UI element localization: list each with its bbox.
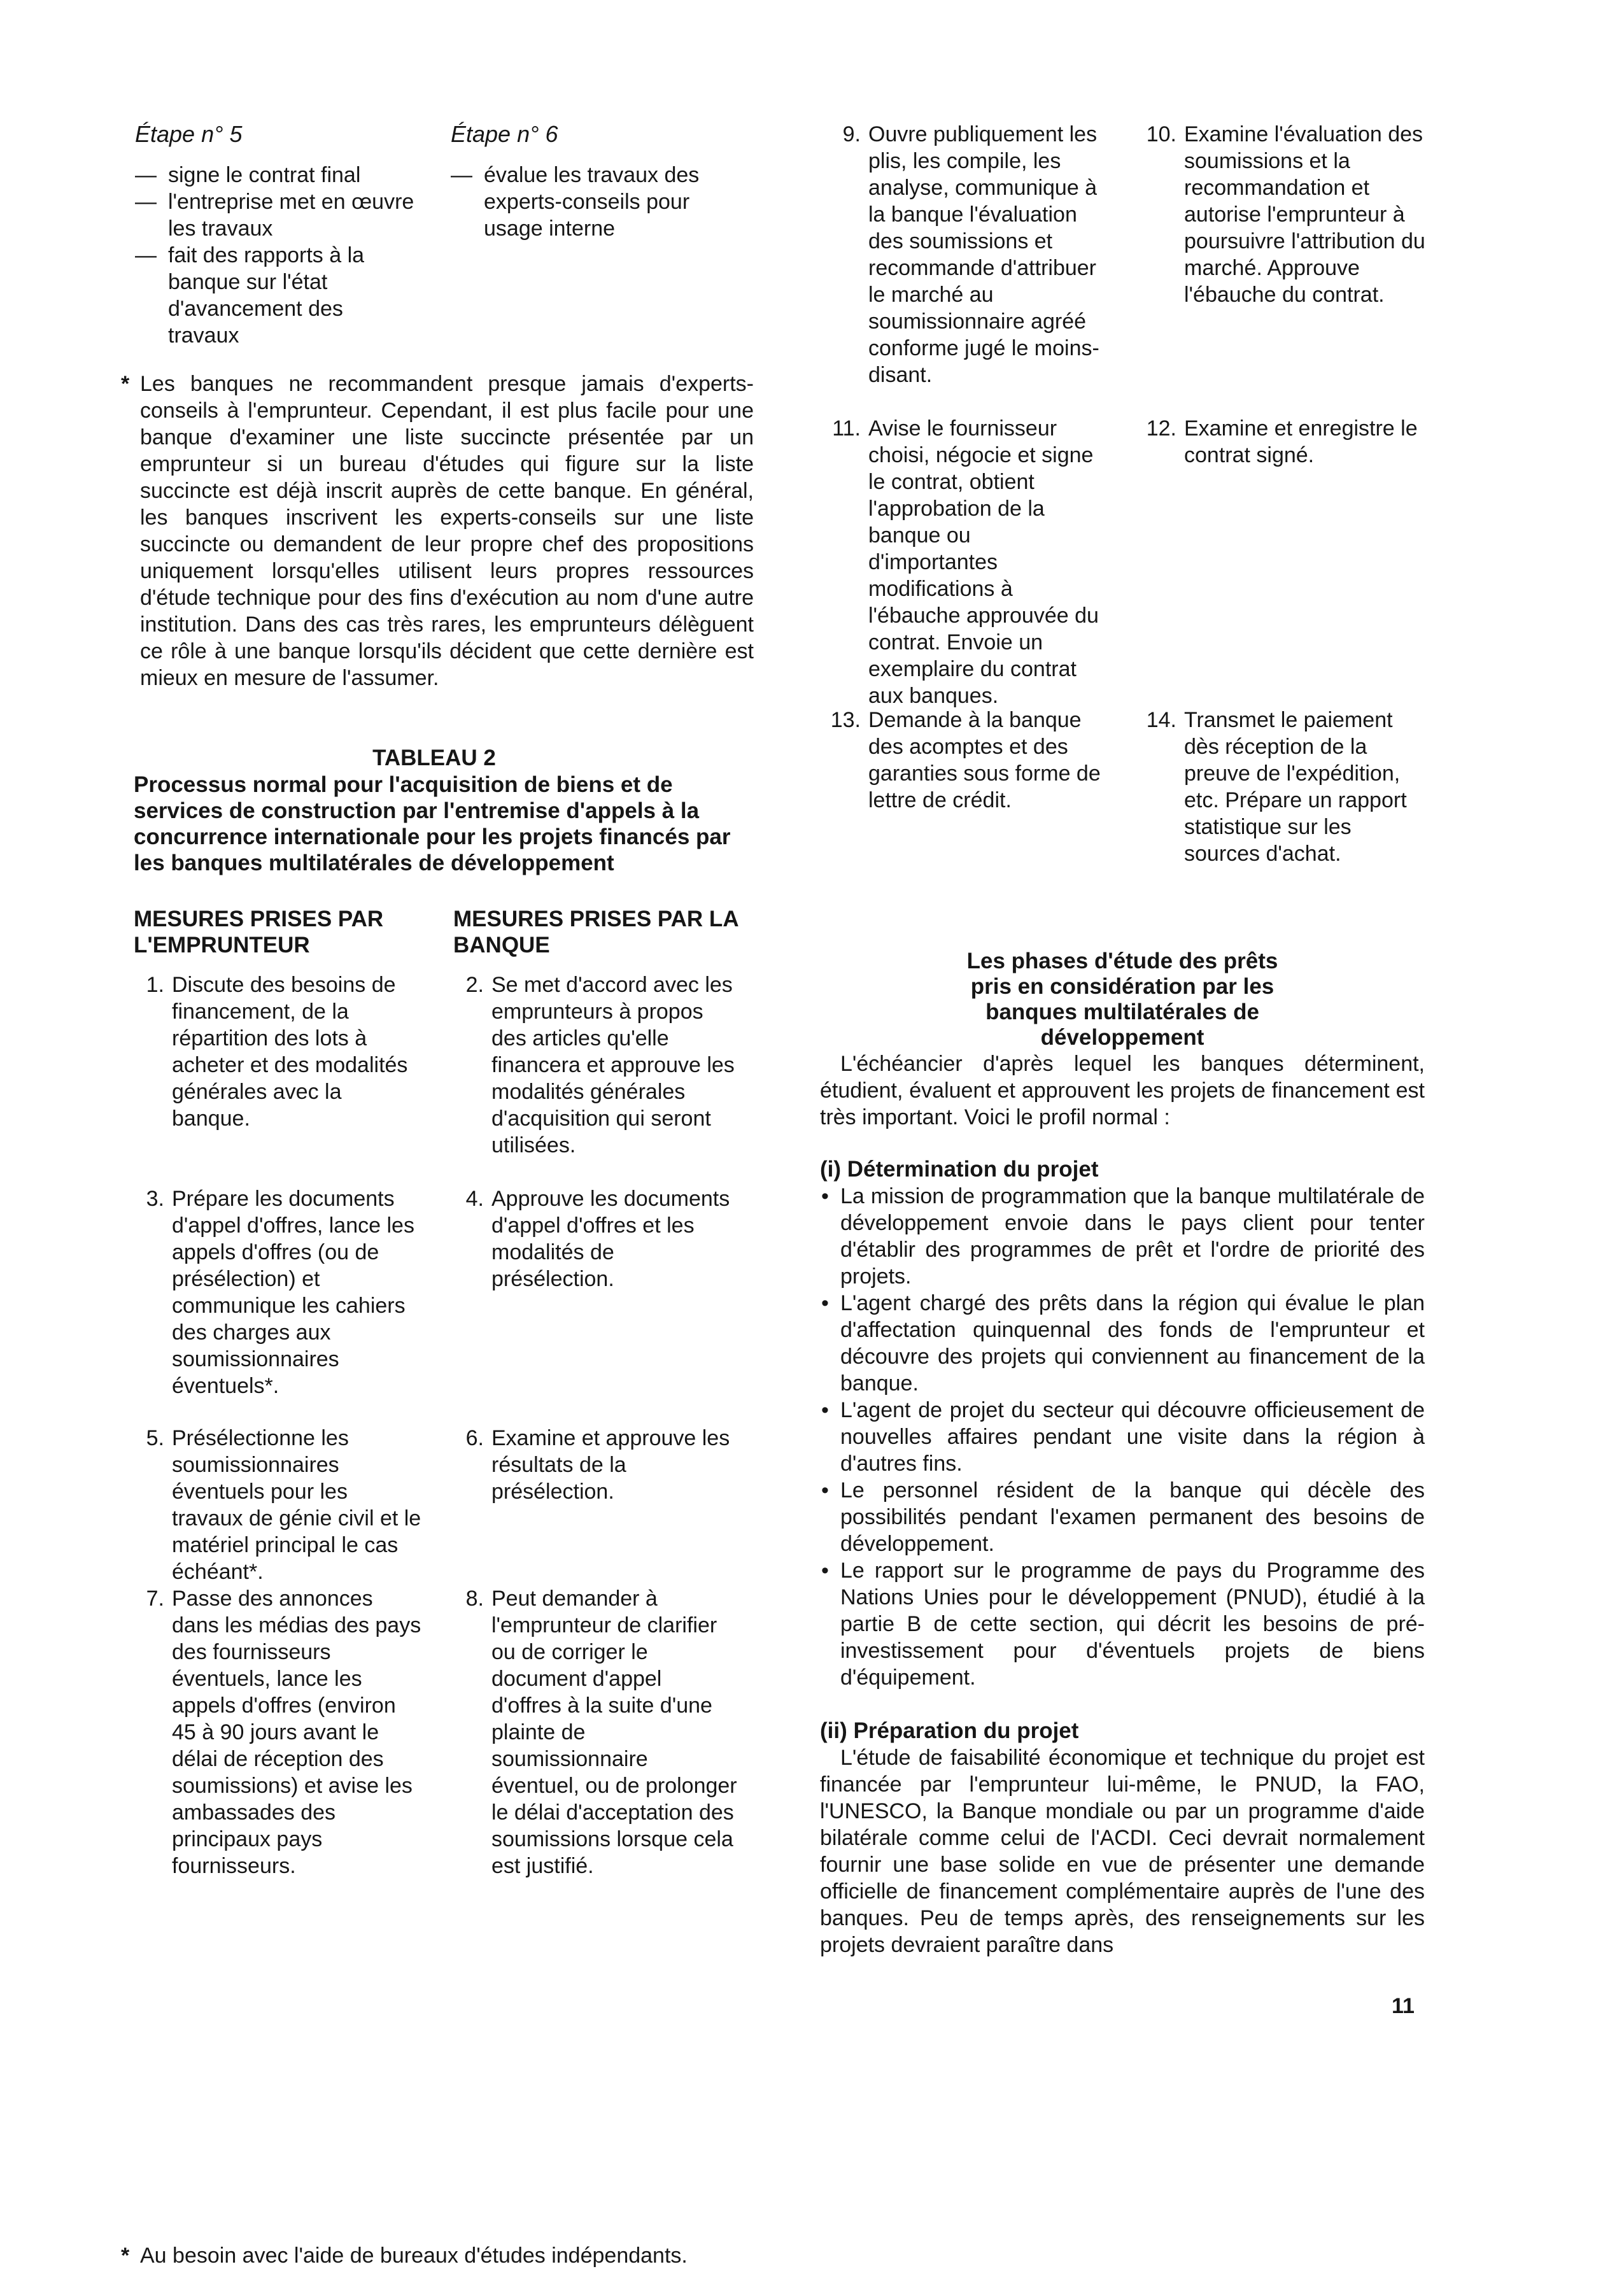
table-row-step-8: 8. Peut demander à l'emprunteur de clarifier ou de corriger le document d'appel d'offres à la suite d'une plainte de soumissionnaire éventuel, ou de prolonger le délai d'acceptation des soumissions lorsque cela est justifié.: [465, 1587, 737, 1878]
table-row-step-6: 6. Examine et approuve les résultats de la présélection.: [465, 1426, 730, 1504]
asterisk-icon: *: [121, 2244, 130, 2268]
preparation-text: L'étude de faisabilité économique et technique du projet est financée par l'emprunteur lui-même, le PNUD, la FAO, l'UNESCO, la Banque mondiale ou par un programme d'aide bilatérale comme celui de l'ACDI. Ceci devrait normalement fournir une base solide en vue de présenter une demande officielle de financement complémentaire auprès de l'une des banques. Peu de temps après, des renseignements sur les projets devraient paraître dans: [820, 1746, 1425, 1957]
list-item: — l'entreprise met en œuvre les travaux: [135, 190, 414, 241]
table-row-step-14: 14. Transmet le paiement dès réception de la preuve de l'expédition, etc. Prépare un rapport statistique sur les sources d'achat.: [1146, 708, 1407, 866]
table-row-step-10: 10. Examine l'évaluation des soumissions et la recommandation et autorise l'emprunteur à poursuivre l'attribution du marché. Approuve l'ébauche du contrat.: [1146, 122, 1425, 307]
etape-5-block: [135, 121, 415, 349]
table-row-step-4: 4. Approuve les documents d'appel d'offres et les modalités de présélection.: [465, 1187, 730, 1291]
page-number: 11: [1392, 1994, 1415, 2018]
dash-icon: —: [451, 163, 472, 187]
list-item: — signe le contrat final: [135, 163, 361, 187]
tableau-caption: Processus normal pour l'acquisition de biens et de services de construction par l'entremise d'appels à la concurrence internationale pour les projets financés par les banques multilatérales de développement: [134, 772, 731, 875]
table-row-step-7: 7. Passe des annonces dans les médias des pays des fournisseurs éventuels, lance les appels d'offres (environ 45 à 90 jours avant le délai de réception des soumissions) et avise les ambassades des principaux pays fournisseurs.: [146, 1587, 421, 1878]
header-bank: MESURES PRISES PAR LA BANQUE: [453, 907, 738, 958]
table-row-step-5: 5. Présélectionne les soumissionnaires éventuels pour les travaux de génie civil et le matériel principal le cas échéant*.: [146, 1426, 421, 1584]
phases-intro: L'échéancier d'après lequel les banques déterminent, étudient, évaluent et approuvent les projets de financement est très important. Voici le profil normal :: [820, 1052, 1425, 1129]
table-row-step-3: 3. Prépare les documents d'appel d'offres, lance les appels d'offres (ou de présélection) et communique les cahiers des charges aux soumissionnaires éventuels*.: [146, 1187, 414, 1398]
phases-section: [820, 949, 1425, 1958]
asterisk-icon: *: [121, 372, 130, 396]
banks-footnote: * Les banques ne recommandent presque jamais d'experts-conseils à l'emprunteur. Cependant, il est plus facile pour une banque d'examiner une liste succincte présentée par un emprunteur si un bureau d'études qui figure sur la liste succincte est déjà inscrit auprès de cette banque. En général, les banques inscrivent les experts-conseils sur une liste succincte ou demandent de leur propre chef des propositions uniquement lorsqu'elles utilisent leurs propres ressources d'étude technique pour des fins d'exécution au nom d'une autre institution. Dans des cas très rares, les emprunteurs délèguent ce rôle à une banque lorsqu'ils décident que cette dernière est mieux en mesure de l'assumer.: [121, 372, 754, 690]
preparation-heading: (ii) Préparation du projet: [820, 1718, 1079, 1743]
determination-heading: (i) Détermination du projet: [820, 1157, 1099, 1182]
dash-icon: —: [135, 190, 157, 214]
table-row-step-12: 12. Examine et enregistre le contrat signé.: [1146, 416, 1418, 467]
dash-icon: —: [135, 243, 157, 267]
table-row-step-13: 13. Demande à la banque des acomptes et des garanties sous forme de lettre de crédit.: [830, 708, 1101, 812]
list-item: • L'agent chargé des prêts dans la région qui évalue le plan d'affectation quinquennal des fonds de l'emprunteur et découvre des projets qui conviennent au financement de la banque.: [821, 1291, 1425, 1396]
phases-title: Les phases d'étude des prêts pris en considération par les banques multilatérales de développement: [966, 949, 1278, 1050]
list-item: • Le rapport sur le programme de pays du Programme des Nations Unies pour le développement (PNUD), étudié à la partie B de cette section, qui décrit les besoins de pré-investissement pour d'éventuels projets de biens d'équipement.: [821, 1559, 1425, 1690]
table-row-step-2: 2. Se met d'accord avec les emprunteurs à propos des articles qu'elle financera et approuve les modalités générales d'acquisition qui seront utilisées.: [465, 973, 735, 1157]
bullet-icon: •: [821, 1291, 829, 1315]
list-item: • La mission de programmation que la banque multilatérale de développement envoie dans le pays client pour tenter d'établir des programmes de prêt et l'ordre de priorité des projets.: [821, 1184, 1425, 1289]
table-row-step-9: 9. Ouvre publiquement les plis, les compile, les analyse, communique à la banque l'évaluation des soumissions et recommande d'attribuer le marché au soumissionnaire agréé conforme jugé le moins-disant.: [842, 122, 1099, 387]
table-row-step-1: 1. Discute des besoins de financement, de la répartition des lots à acheter et des modalités générales avec la banque.: [146, 973, 408, 1131]
table-row-step-11: 11. Avise le fournisseur choisi, négocie et signe le contrat, obtient l'approbation de la banque ou d'importantes modifications à l'ébauche approuvée du contrat. Envoie un exemplaire du contrat aux banques.: [832, 416, 1099, 708]
etape-5-title: Étape n° 5: [135, 121, 243, 147]
bullet-icon: •: [821, 1559, 829, 1583]
tableau-footnote: * Au besoin avec l'aide de bureaux d'études indépendants.: [121, 2244, 688, 2268]
header-borrower: MESURES PRISES PAR L'EMPRUNTEUR: [134, 907, 384, 958]
bullet-icon: •: [821, 1478, 829, 1502]
tableau-title: TABLEAU 2: [372, 746, 496, 770]
etape-6-block: [451, 121, 737, 242]
etape-6-title: Étape n° 6: [451, 121, 558, 147]
list-item: — fait des rapports à la banque sur l'état d'avancement des travaux: [135, 243, 365, 348]
dash-icon: —: [135, 163, 157, 187]
list-item: — évalue les travaux des experts-conseils pour usage interne: [451, 163, 700, 241]
bullet-icon: •: [821, 1184, 829, 1208]
list-item: • Le personnel résident de la banque qui décèle des possibilités pendant l'examen permanent des besoins de développement.: [821, 1478, 1425, 1556]
tableau-heading: [134, 745, 735, 876]
bullet-icon: •: [821, 1398, 829, 1422]
list-item: • L'agent de projet du secteur qui découvre officieusement de nouvelles affaires pendant une visite dans la région à d'autres fins.: [821, 1398, 1425, 1476]
